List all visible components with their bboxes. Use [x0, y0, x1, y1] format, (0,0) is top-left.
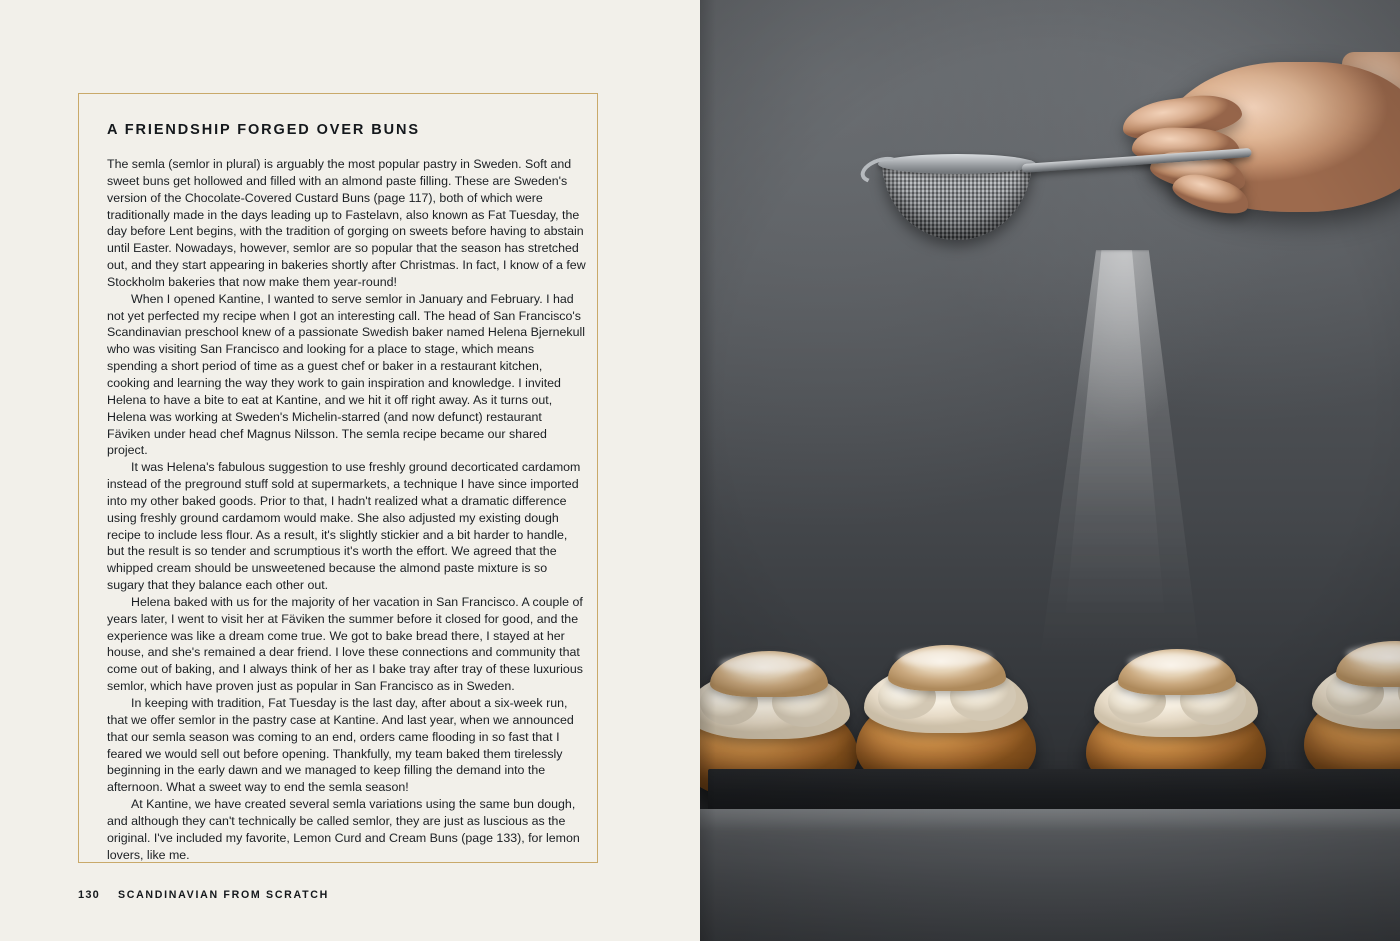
- essay-body: [107, 156, 587, 863]
- falling-sugar-core: [1030, 250, 1200, 630]
- book-title: SCANDINAVIAN FROM SCRATCH: [117, 889, 329, 901]
- bun-lid: [888, 645, 1006, 691]
- sieve-rim: [878, 154, 1036, 174]
- page-title: A FRIENDSHIP FORGED OVER BUNS: [107, 122, 420, 138]
- sieve-icon: [882, 160, 1046, 252]
- bun-lid: [710, 651, 828, 697]
- essay-content: [107, 122, 587, 863]
- page-number: 130: [78, 889, 100, 901]
- essay-paragraph: When I opened Kantine, I wanted to serve semlor in January and February. I had not yet perfected my recipe when I got an interesting call. The head of San Francisco's Scandinavian preschool knew of a passionate Swedish baker named Helena Bjernekull who was visiting San Francisco and looking for a place to stage, which means spending a short period of time as a guest chef or baker in a restaurant kitchen, cooking and learning the way they work to gain inspiration and knowledge. I invited Helena to have a bite to eat at Kantine, and we hit it off right away. As it turns out, Helena was working at Sweden's Michelin-starred (and now defunct) restaurant Fäviken under head chef Magnus Nilsson. The semla recipe became our shared project.: [107, 291, 586, 458]
- page-right-photo: [700, 0, 1400, 941]
- essay-paragraph: The semla (semlor in plural) is arguably the most popular pastry in Sweden. Soft and sweet buns get hollowed and filled with an almond paste filling. These are Sweden's version of the Chocolate-Covered Custard Buns (page 117), both of which were traditionally made in the days leading up to Fastelavn, also known as Fat Tuesday, the day before Lent begins, with the tradition of gorging on sweets before having to abstain until Easter. Nowadays, however, semlor are so popular that the season has stretched out, and they start appearing in bakeries shortly after Christmas. In fact, I know of a few Stockholm bakeries that now make them year-round!: [107, 157, 586, 289]
- essay-frame: [78, 93, 598, 863]
- bun-lid: [1118, 649, 1236, 695]
- essay-paragraph: In keeping with tradition, Fat Tuesday is the last day, after about a six-week run, that we offer semlor in the pastry case at Kantine. And last year, when we announced that our semla season was coming to an end, orders came flooding in so fast that I feared we would sell out before opening. Thankfully, my team baked them tirelessly beginning in the early dawn and we managed to keep filling the demand into the afternoon. What a sweet way to end the semla season!: [107, 696, 574, 795]
- counter-surface: [700, 809, 1400, 941]
- essay-paragraph: Helena baked with us for the majority of her vacation in San Francisco. A couple of years later, I went to visit her at Fäviken the summer before it closed for good, and the experience was like a dream come true. We got to bake bread there, I stayed at her house, and she's remained a dear friend. I love these connections and community that come out of baking, and I always think of her as I bake tray after tray of these luxurious semlor, which have proven just as popular in San Francisco as in Sweden.: [107, 594, 583, 694]
- essay-paragraph: At Kantine, we have created several semla variations using the same bun dough, and although they can't technically be called semlor, they are just as luscious as the original. I've included my favorite, Lemon Curd and Cream Buns (page 133), for lemon lovers, like me.: [107, 797, 580, 862]
- essay-paragraph: It was Helena's fabulous suggestion to use freshly ground decorticated cardamom instead of the preground stuff sold at supermarkets, a technique I have since imported into my other baked goods. Prior to that, I hadn't realized what a dramatic difference using freshly ground cardamom would make. She also adjusted my existing dough recipe to include less flour. As a result, it's slightly stickier and a bit harder to handle, but the result is so tender and scrumptious it's worth the effort. We agreed that the whipped cream should be unsweetened because the almond paste mixture is so sugary that they balance each other out.: [107, 460, 581, 593]
- food-photograph: [700, 0, 1400, 941]
- bun-lid: [1336, 641, 1400, 687]
- folio: [78, 889, 329, 901]
